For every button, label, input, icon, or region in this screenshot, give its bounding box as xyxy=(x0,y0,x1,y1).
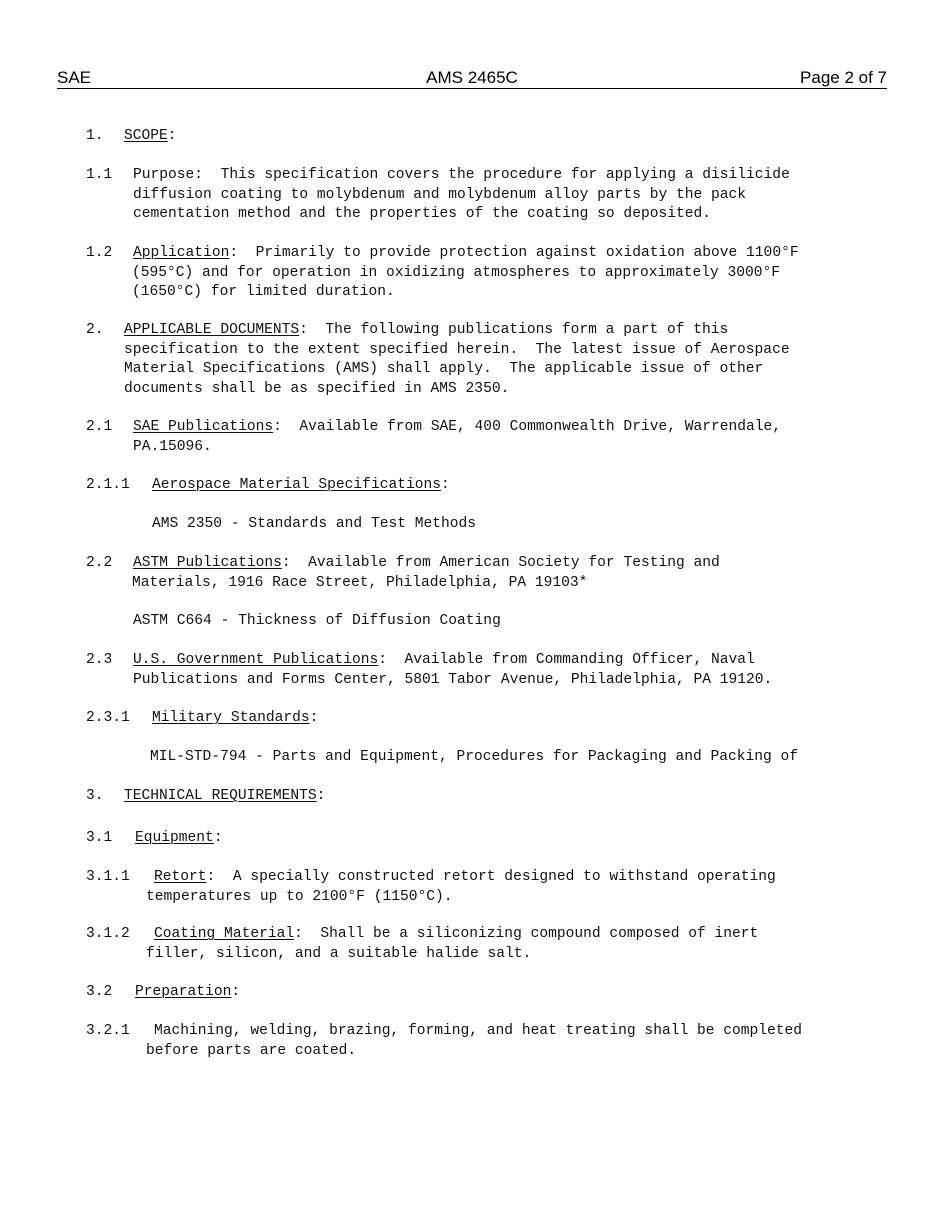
header-page-number: Page 2 of 7 xyxy=(800,68,887,87)
header-org: SAE xyxy=(57,68,92,87)
section-3-1-1: 3.1.1 Retort: A specially constructed retort designed to withstand operating temperatures up to 2100°F (1150°C). xyxy=(86,869,776,905)
section-3-2-1: 3.2.1 Machining, welding, brazing, forming, and heat treating shall be completed before parts are coated. xyxy=(86,1023,803,1059)
section-3-1-1-title: Retort xyxy=(154,869,207,885)
section-2: 2. APPLICABLE DOCUMENTS: The following publications form a part of this specification to the extent specified herein. The latest issue of Aerospace Material Specifications (AMS) shall apply. The applicable issue of other documents shall be as specified in AMS 2350. xyxy=(86,322,790,397)
section-2-2: 2.2 ASTM Publications: Available from American Society for Testing and Materials, 1916 Race Street, Philadelphia, PA 19103* xyxy=(86,555,720,591)
section-3-heading: 3. TECHNICAL REQUIREMENTS: xyxy=(86,788,326,804)
section-1-2-title: Application xyxy=(133,245,230,261)
reference-astm-c664: ASTM C664 - Thickness of Diffusion Coating xyxy=(133,613,501,629)
section-1-title: SCOPE xyxy=(124,128,168,144)
section-2-3-1-title: Military Standards xyxy=(152,710,310,726)
section-3-2-title: Preparation xyxy=(135,984,232,1000)
section-1-2: 1.2 Application: Primarily to provide protection against oxidation above 1100°F (595°C) and for operation in oxidizing atmospheres to approximately 3000°F (1650°C) for limited duration. xyxy=(86,245,799,300)
section-3-1-2-title: Coating Material xyxy=(154,926,295,942)
section-2-1-title: SAE Publications xyxy=(133,419,274,435)
reference-ams-2350: AMS 2350 - Standards and Test Methods xyxy=(152,516,477,532)
section-3-2-heading: 3.2 Preparation: xyxy=(86,984,241,1000)
header-doc-id: AMS 2465C xyxy=(426,68,518,87)
section-2-3-title: U.S. Government Publications xyxy=(133,652,379,668)
section-2-1-1-title: Aerospace Material Specifications xyxy=(152,477,442,493)
section-2-3: 2.3 U.S. Government Publications: Available from Commanding Officer, Naval Publications and Forms Center, 5801 Tabor Avenue, Philadelphia, PA 19120. xyxy=(86,652,773,688)
section-2-2-title: ASTM Publications xyxy=(133,555,282,571)
section-2-title: APPLICABLE DOCUMENTS xyxy=(124,322,300,338)
reference-mil-std-794: MIL-STD-794 - Parts and Equipment, Procedures for Packaging and Packing of xyxy=(150,749,799,765)
section-1-heading: 1. SCOPE: xyxy=(86,128,177,144)
section-3-2-1-text: Machining, welding, brazing, forming, and heat treating shall be completed xyxy=(154,1023,803,1039)
section-2-3-1-heading: 2.3.1 Military Standards: xyxy=(86,710,319,726)
section-3-1-2: 3.1.2 Coating Material: Shall be a siliconizing compound composed of inert filler, silicon, and a suitable halide salt. xyxy=(86,926,759,962)
section-2-1-1-heading: 2.1.1 Aerospace Material Specifications: xyxy=(86,477,450,493)
section-1-1-text: Purpose: This specification covers the procedure for applying a disilicide xyxy=(133,167,790,183)
section-3-1-heading: 3.1 Equipment: xyxy=(86,830,223,846)
section-1-1: 1.1 Purpose: This specification covers the procedure for applying a disilicide diffusion coating to molybdenum and molybdenum alloy parts by the pack cementation method and the properties of the coating so deposited. xyxy=(86,167,790,222)
section-2-1: 2.1 SAE Publications: Available from SAE, 400 Commonwealth Drive, Warrendale, PA.15096. xyxy=(86,419,782,455)
section-3-title: TECHNICAL REQUIREMENTS xyxy=(124,788,317,804)
section-3-1-title: Equipment xyxy=(135,830,214,846)
